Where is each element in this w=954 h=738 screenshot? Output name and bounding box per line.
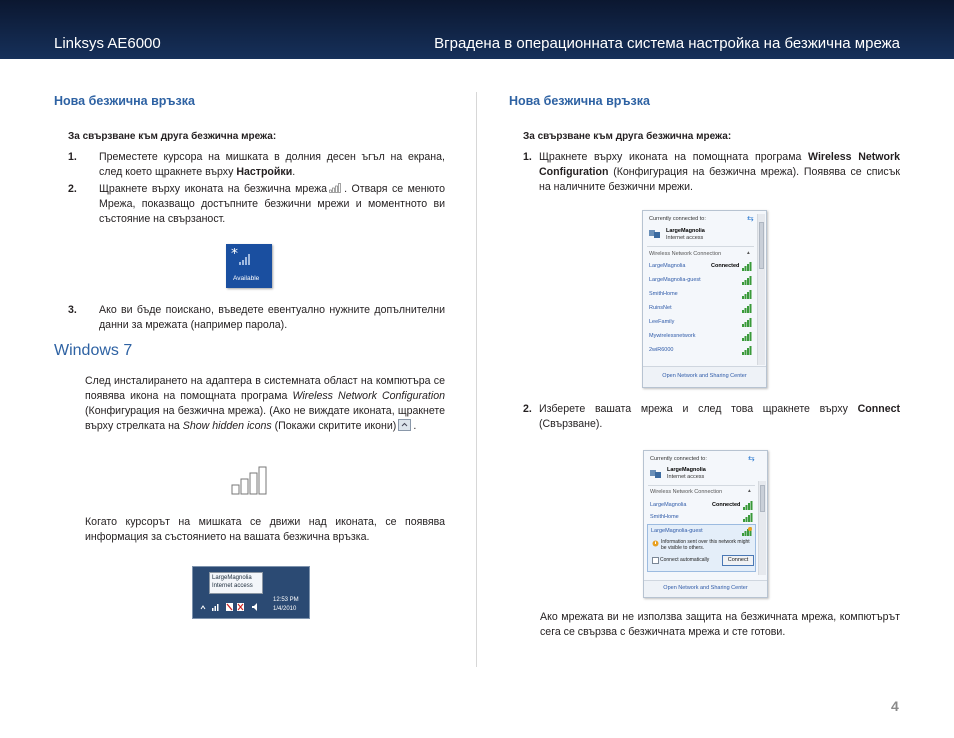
step-number: 1. [523, 151, 532, 163]
network-row[interactable]: LargeMagnolia Connected [649, 260, 752, 274]
signal-warning-icon [742, 527, 752, 536]
left-section-title: Нова безжична връзка [54, 94, 195, 108]
windows7-intro: След инсталирането на адаптера в системната област на компютъра се появява икона на помощната програма Wireless Network Configuration (Конфигурация на безжична мрежа). (Ако не виждате иконата, щракнете върху стрелката на Show hidden icons (Покажи скритите икони) . [85, 375, 445, 432]
svg-text:*: * [231, 248, 238, 262]
scrollbar[interactable] [757, 214, 765, 365]
panel-footer [644, 580, 767, 597]
signal-bars-icon [742, 304, 752, 313]
signal-bars-icon [743, 513, 753, 522]
auto-connect-checkbox[interactable] [652, 557, 659, 564]
scrollbar-thumb[interactable] [759, 222, 764, 269]
network-connect-screenshot: Currently connected to: ⇆ LargeMagnolia Internet access Wireless Network Connection ▴ LargeMagnolia Connected SmithHome LargeMagnolia-guest Information sent over this network might be visible to others. Connect automatically Connect Open Network and Sharing Center [643, 450, 768, 598]
taskbar-tooltip-screenshot [192, 566, 310, 619]
show-hidden-icons-icon [398, 419, 411, 431]
network-row[interactable]: LargeMagnolia Connected [650, 499, 753, 513]
step-text: Изберете вашата мрежа и след това щракнете върху Connect (Свързване). [539, 403, 900, 430]
refresh-icon: ⇆ [748, 454, 755, 463]
collapse-icon: ▴ [747, 250, 750, 256]
right-closing-text: Ако мрежата ви не използва защита на безжичната мрежа, компютърът сега се свързва с безжичната мрежа и сте готови. [540, 611, 900, 638]
step-text: Ако ви бъде поискано, въведете евентуално нужните допълнителни данни за мрежата (например парола). [99, 304, 445, 331]
scrollbar[interactable] [758, 481, 766, 575]
network-row[interactable]: LargeMagnolia-guest [649, 274, 752, 288]
right-step-2 [523, 402, 900, 434]
network-row[interactable]: 2wiR6000 [649, 344, 752, 358]
network-row[interactable]: Mywirelessnetwork [649, 330, 752, 344]
signal-bars-icon [742, 262, 752, 271]
connect-button[interactable]: Connect [722, 555, 754, 566]
network-sharing-center-link[interactable]: Open Network and Sharing Center [662, 373, 747, 379]
step-number: 1. [68, 151, 77, 163]
left-step-2 [68, 182, 445, 230]
network-sharing-center-link[interactable]: Open Network and Sharing Center [663, 585, 748, 591]
step-number: 2. [68, 183, 77, 195]
available-tile [226, 244, 272, 288]
warning-shield-icon [652, 540, 659, 547]
signal-bars-icon [742, 346, 752, 355]
right-section-title: Нова безжична връзка [509, 94, 650, 108]
left-subheading: За свързване към друга безжична мрежа: [68, 131, 277, 142]
step-number: 3. [68, 304, 77, 316]
tray-date: 1/4/2010 [273, 606, 297, 612]
step-number: 2. [523, 403, 532, 415]
step-text: Преместете курсора на мишката в долния десен ъгъл на екрана, след което щракнете върху Настройки. [99, 151, 445, 178]
scrollbar-thumb[interactable] [760, 485, 765, 512]
network-row[interactable]: RuinsNet [649, 302, 752, 316]
left-step-1 [68, 150, 445, 182]
signal-bars-icon [743, 501, 753, 510]
step-text: Щракнете върху иконата на помощната програма Wireless Network Configuration (Конфигурация на безжична мрежа). Появява се списък на наличните безжични мрежи. [539, 151, 900, 193]
windows7-hover-info: Когато курсорът на мишката се движи над иконата, се появява информация за състоянието на вашата безжична връзка. [85, 516, 445, 543]
network-list-screenshot: Currently connected to: ⇆ LargeMagnolia Internet access Wireless Network Connection ▴ LargeMagnolia Connected LargeMagnolia-guest SmithHome RuinsNet LeeFamily Mywirelessnetwork 2wiR6000 Open Network and Sharing Center [642, 210, 767, 388]
windows7-heading: Windows 7 [54, 342, 133, 359]
network-row[interactable]: SmithHome [649, 288, 752, 302]
network-computer-icon [650, 469, 662, 479]
wireless-signal-large-icon [231, 465, 269, 495]
product-name: Linksys AE6000 [54, 35, 161, 52]
tile-label: Available [233, 275, 260, 282]
chapter-title: Вградена в операционната система настройка на безжична мрежа [434, 35, 900, 52]
column-divider [476, 92, 477, 667]
left-step-3 [68, 303, 445, 335]
tray-icons [199, 601, 269, 613]
panel-footer [643, 366, 766, 387]
page-number: 4 [891, 698, 899, 714]
refresh-icon: ⇆ [747, 214, 754, 223]
wireless-available-icon [231, 248, 255, 268]
page-header [0, 0, 954, 59]
network-row[interactable]: SmithHome [650, 511, 753, 525]
network-computer-icon [649, 229, 661, 239]
right-subheading: За свързване към друга безжична мрежа: [523, 131, 732, 142]
signal-bars-icon [742, 332, 752, 341]
network-row[interactable]: LeeFamily [649, 316, 752, 330]
right-step-1 [523, 150, 900, 198]
tray-time: 12:53 PM [273, 597, 299, 603]
selected-network-panel[interactable]: LargeMagnolia-guest Information sent over this network might be visible to others. Connect automatically Connect [647, 524, 756, 572]
tooltip: LargeMagnolia Internet access [209, 572, 263, 594]
wireless-signal-icon [329, 182, 342, 193]
signal-bars-icon [742, 276, 752, 285]
signal-bars-icon [742, 290, 752, 299]
step-text: Щракнете върху иконата на безжична мрежа . Отваря се менюто Мрежа, показващо достъпните безжични мрежи и моментното ви състояние на свързаност. [99, 183, 445, 225]
signal-bars-icon [742, 318, 752, 327]
collapse-icon: ▴ [748, 488, 751, 494]
